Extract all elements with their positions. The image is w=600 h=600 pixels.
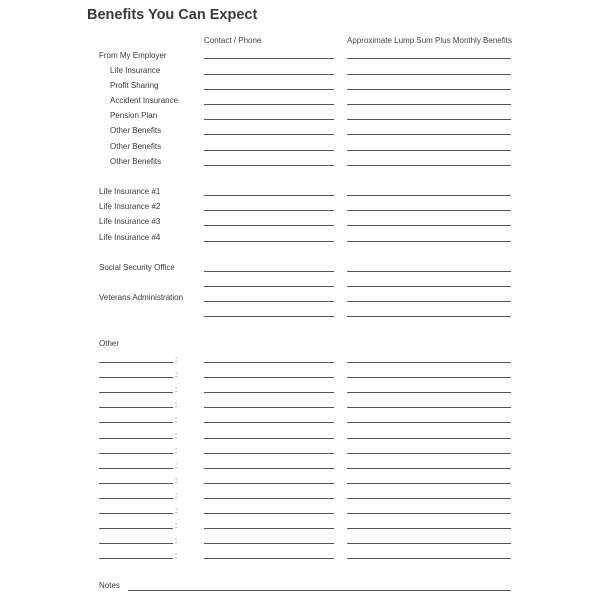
page-title: Benefits You Can Expect [87, 7, 258, 23]
veterans-extra-amount-line[interactable] [347, 316, 511, 317]
life-insurance-label: Life Insurance #2 [99, 202, 161, 212]
other-contact-line[interactable] [204, 453, 334, 454]
other-name-line[interactable] [99, 453, 173, 454]
life-insurance-label: Life Insurance #3 [99, 217, 161, 227]
employer-item-amount-line[interactable] [347, 119, 511, 120]
life-insurance-amount-line[interactable] [347, 195, 511, 196]
life-insurance-contact-line[interactable] [204, 195, 334, 196]
employer-item-contact-line[interactable] [204, 74, 334, 75]
other-amount-line[interactable] [347, 528, 511, 529]
other-contact-line[interactable] [204, 498, 334, 499]
other-contact-line[interactable] [204, 362, 334, 363]
other-name-line[interactable] [99, 558, 173, 559]
notes-label: Notes [99, 581, 120, 590]
column-header-amount: Approximate Lump Sum Plus Monthly Benefits [347, 36, 512, 45]
other-amount-line[interactable] [347, 453, 511, 454]
employer-item-label: Profit Sharing [110, 81, 159, 91]
other-heading: Other [99, 339, 120, 348]
life-insurance-contact-line[interactable] [204, 225, 334, 226]
other-contact-line[interactable] [204, 513, 334, 514]
employer-item-label: Other Benefits [110, 156, 162, 166]
other-contact-line[interactable] [204, 483, 334, 484]
life-insurance-amount-line[interactable] [347, 241, 511, 242]
other-name-line[interactable] [99, 438, 173, 439]
other-contact-line[interactable] [204, 392, 334, 393]
employer-item-contact-line[interactable] [204, 104, 334, 105]
veterans-contact-line[interactable] [204, 301, 334, 302]
employer-item-contact-line[interactable] [204, 89, 334, 90]
other-name-line[interactable] [99, 498, 173, 499]
other-colon: : [175, 355, 178, 364]
life-insurance-label: Life Insurance #1 [99, 187, 161, 196]
life-insurance-label: Life Insurance #4 [99, 232, 161, 242]
other-name-line[interactable] [99, 483, 173, 484]
life-insurance-amount-line[interactable] [347, 210, 511, 211]
other-contact-line[interactable] [204, 407, 334, 408]
other-contact-line[interactable] [204, 543, 334, 544]
other-contact-line[interactable] [204, 377, 334, 378]
employer-heading-contact-line[interactable] [204, 58, 334, 59]
social-security-contact-line[interactable] [204, 271, 334, 272]
other-colon: : [175, 415, 178, 425]
employer-item-amount-line[interactable] [347, 150, 511, 151]
other-name-line[interactable] [99, 407, 173, 408]
employer-item-label: Accident Insurance [110, 96, 179, 106]
life-insurance-amount-line[interactable] [347, 225, 511, 226]
other-colon: : [175, 475, 178, 485]
other-contact-line[interactable] [204, 438, 334, 439]
other-colon: : [175, 536, 178, 546]
other-amount-line[interactable] [347, 377, 511, 378]
other-colon: : [175, 445, 178, 455]
employer-item-label: Life Insurance [110, 66, 161, 75]
employer-item-contact-line[interactable] [204, 134, 334, 135]
employer-item-label: Pension Plan [110, 111, 158, 121]
veterans-extra-contact-line[interactable] [204, 316, 334, 317]
social-security-label: Social Security Office [99, 263, 175, 272]
other-colon: : [175, 370, 178, 380]
employer-item-amount-line[interactable] [347, 134, 511, 135]
notes-line[interactable] [128, 590, 511, 591]
other-colon: : [175, 460, 178, 470]
other-contact-line[interactable] [204, 528, 334, 529]
column-header-contact: Contact / Phone [204, 36, 262, 45]
other-contact-line[interactable] [204, 422, 334, 423]
other-amount-line[interactable] [347, 543, 511, 544]
employer-item-contact-line[interactable] [204, 119, 334, 120]
other-amount-line[interactable] [347, 438, 511, 439]
other-amount-line[interactable] [347, 407, 511, 408]
other-amount-line[interactable] [347, 498, 511, 499]
other-amount-line[interactable] [347, 422, 511, 423]
other-name-line[interactable] [99, 543, 173, 544]
other-contact-line[interactable] [204, 558, 334, 559]
other-colon: : [175, 430, 178, 440]
veterans-amount-line[interactable] [347, 301, 511, 302]
veterans-label: Veterans Administration [99, 293, 184, 302]
other-name-line[interactable] [99, 392, 173, 393]
other-amount-line[interactable] [347, 483, 511, 484]
other-amount-line[interactable] [347, 558, 511, 559]
life-insurance-contact-line[interactable] [204, 241, 334, 242]
other-name-line[interactable] [99, 528, 173, 529]
employer-item-amount-line[interactable] [347, 89, 511, 90]
social-security-amount-line[interactable] [347, 271, 511, 272]
employer-item-amount-line[interactable] [347, 165, 511, 166]
social-security-extra-amount-line[interactable] [347, 286, 511, 287]
employer-item-contact-line[interactable] [204, 165, 334, 166]
other-amount-line[interactable] [347, 468, 511, 469]
other-name-line[interactable] [99, 422, 173, 423]
other-name-line[interactable] [99, 362, 173, 363]
other-amount-line[interactable] [347, 513, 511, 514]
other-name-line[interactable] [99, 468, 173, 469]
employer-item-amount-line[interactable] [347, 104, 511, 105]
employer-item-contact-line[interactable] [204, 150, 334, 151]
social-security-extra-contact-line[interactable] [204, 286, 334, 287]
other-name-line[interactable] [99, 377, 173, 378]
other-contact-line[interactable] [204, 468, 334, 469]
other-colon: : [175, 385, 178, 395]
other-amount-line[interactable] [347, 362, 511, 363]
other-colon: : [175, 521, 178, 531]
other-colon: : [175, 551, 178, 561]
employer-item-amount-line[interactable] [347, 74, 511, 75]
other-amount-line[interactable] [347, 392, 511, 393]
other-colon: : [175, 400, 178, 410]
other-colon: : [175, 490, 178, 500]
employer-item-label: Other Benefits [110, 126, 162, 136]
life-insurance-contact-line[interactable] [204, 210, 334, 211]
employer-heading: From My Employer [99, 51, 167, 60]
other-colon: : [175, 506, 178, 515]
employer-item-label: Other Benefits [110, 141, 162, 151]
employer-heading-amount-line[interactable] [347, 58, 511, 59]
other-name-line[interactable] [99, 513, 173, 514]
